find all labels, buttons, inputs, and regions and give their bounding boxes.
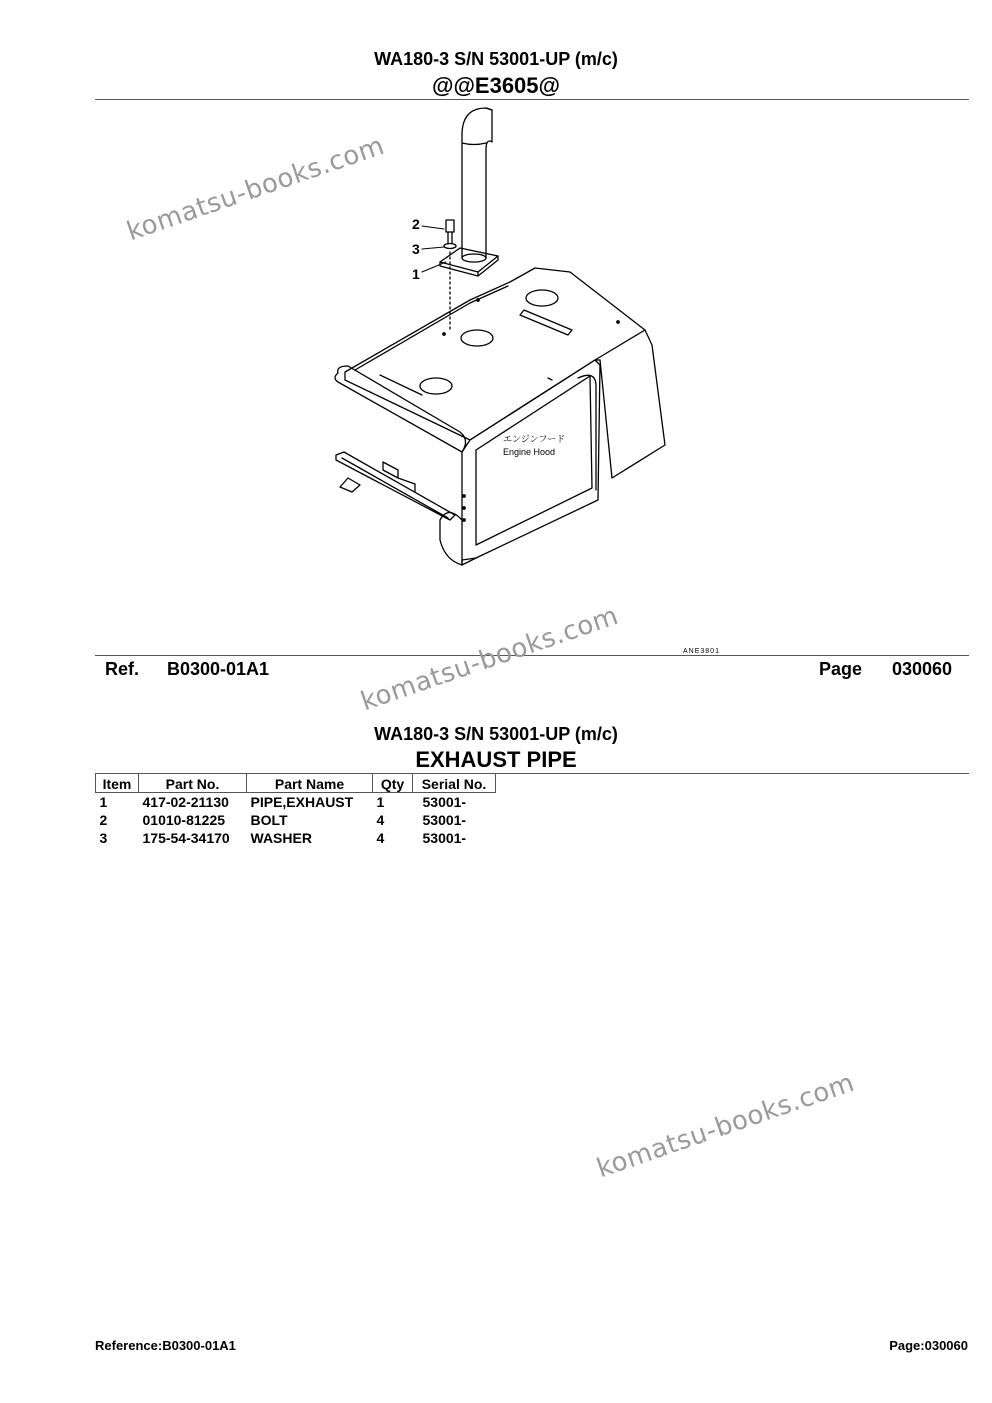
hood-label-en: Engine Hood bbox=[503, 447, 556, 457]
callout-1: 1 bbox=[412, 266, 420, 282]
cell-part-name: WASHER bbox=[250, 830, 312, 846]
header-part-no: Part No. bbox=[139, 774, 247, 793]
ref-value: B0300-01A1 bbox=[167, 659, 270, 679]
footer-page: Page:030060 bbox=[889, 1338, 968, 1353]
exhaust-pipe-drawing bbox=[462, 108, 492, 262]
cell-part-no: 175-54-34170 bbox=[142, 830, 230, 846]
parts-table-header bbox=[96, 774, 496, 793]
page-value: 030060 bbox=[892, 659, 953, 679]
cell-item: 2 bbox=[99, 812, 108, 828]
section-title: EXHAUST PIPE bbox=[415, 747, 577, 772]
cell-part-no: 01010-81225 bbox=[142, 812, 226, 828]
table-row bbox=[96, 829, 496, 847]
header-code: @@E3605@ bbox=[432, 73, 560, 98]
cell-qty: 4 bbox=[376, 830, 385, 846]
cell-item: 1 bbox=[99, 794, 108, 810]
cell-part-no: 417-02-21130 bbox=[142, 794, 229, 810]
exhaust-pipe-diagram bbox=[0, 100, 992, 655]
watermark: komatsu-books.com bbox=[123, 130, 389, 248]
cell-item: 3 bbox=[99, 830, 108, 846]
diagram-corner-code: ANE3801 bbox=[683, 648, 720, 655]
cell-serial-no: 53001- bbox=[422, 812, 467, 828]
callout-3: 3 bbox=[412, 241, 420, 257]
ref-label: Ref. bbox=[105, 659, 140, 679]
parts-table bbox=[95, 774, 496, 847]
cell-serial-no: 53001- bbox=[422, 794, 467, 810]
callout-2: 2 bbox=[412, 216, 420, 232]
header-part-name: Part Name bbox=[247, 774, 373, 793]
cell-part-name: BOLT bbox=[250, 812, 288, 828]
header-serial-no: Serial No. bbox=[413, 774, 496, 793]
engine-hood-drawing bbox=[335, 268, 665, 565]
watermark: komatsu-books.com bbox=[593, 1067, 859, 1185]
footer-reference: Reference:B0300-01A1 bbox=[95, 1338, 236, 1353]
hood-label-jp: エンジンフード bbox=[503, 434, 566, 444]
watermark: komatsu-books.com bbox=[357, 600, 623, 718]
header-model: WA180-3 S/N 53001-UP (m/c) bbox=[374, 49, 618, 69]
table-row bbox=[96, 793, 496, 812]
header-qty: Qty bbox=[373, 774, 413, 793]
table-row bbox=[96, 811, 496, 829]
cell-serial-no: 53001- bbox=[422, 830, 467, 846]
cell-part-name: PIPE,EXHAUST bbox=[250, 794, 354, 810]
header-item: Item bbox=[96, 774, 139, 793]
cell-qty: 1 bbox=[376, 794, 385, 810]
cell-qty: 4 bbox=[376, 812, 385, 828]
page-label: Page bbox=[819, 659, 863, 679]
section-model: WA180-3 S/N 53001-UP (m/c) bbox=[374, 724, 618, 744]
